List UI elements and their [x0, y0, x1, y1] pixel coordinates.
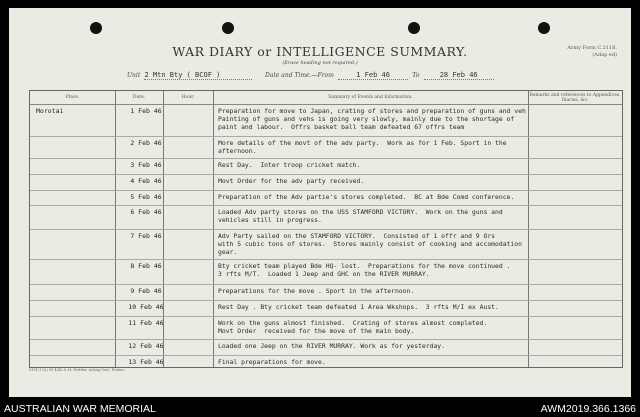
entry-date: 4 Feb 46: [130, 177, 162, 185]
entry-date: 2 Feb 46: [130, 139, 162, 147]
date-range-field: [265, 71, 494, 80]
archive-caption: AUSTRALIAN WAR MEMORIAL: [4, 403, 156, 415]
unit-label: Unit: [127, 72, 141, 79]
entry-date: 9 Feb 46: [130, 287, 162, 295]
entry-summary: Preparation for move to Japan, crating of stores and preparation of guns and veh Painting of guns and vehs is going very slowly, mainly due to the shortage of paint and labour. Offrs basket ball team defeated 67 offrs team: [218, 107, 526, 131]
entry-summary: Adv Party sailed on the STAMFORD VICTORY. Consisted of 1 offr and 9 Ors with 5 cubic tons of stores. Stores mainly consist of cooking and accomodation gear.: [218, 232, 522, 256]
unit-value: 2 Mtn Bty ( BCOF ): [144, 71, 252, 80]
entry-date: 11 Feb 46: [128, 319, 164, 327]
entry-summary: Loaded Adv party stores on the USS STAMFORD VICTORY. Work on the guns and vehicles still in progress.: [218, 208, 503, 224]
entry-date: 6 Feb 46: [130, 208, 162, 216]
entry-summary: Final preparations for move.: [218, 358, 326, 366]
entry-summary: Work on the guns almost finished. Crating of stores almost completed. Movt Order received for the move of the main body.: [218, 319, 488, 335]
page-title: WAR DIARY or INTELLIGENCE SUMMARY.: [172, 44, 468, 59]
diary-page: [9, 8, 631, 397]
column-header-place: Place.: [65, 95, 80, 100]
entry-date: 10 Feb 46: [128, 303, 164, 311]
from-value: 1 Feb 46: [338, 71, 408, 80]
entry-place: Morotai: [36, 107, 64, 115]
to-label: To: [412, 72, 420, 79]
entry-date: 7 Feb 46: [130, 232, 162, 240]
entry-summary: Bty cricket team played Bde HQ- lost. Preparations for the move continued . 3 rfts M/T. Loaded 1 Jeep and GHC on the RIVER MURRAY.: [218, 262, 511, 278]
entry-date: 8 Feb 46: [130, 262, 162, 270]
punch-hole: [538, 22, 550, 34]
form-number-text: Army Form C.2118.: [567, 45, 617, 51]
entry-summary: Loaded one Jeep on the RIVER MURRAY. Work as for yesterday.: [218, 342, 446, 350]
punch-hole: [408, 22, 420, 34]
entry-date: 3 Feb 46: [130, 161, 162, 169]
printer-imprint: 5101/1 (A) 50 4/40 A. H. Pettifer, Acting Govt. Printer.: [29, 368, 125, 372]
to-value: 28 Feb 46: [424, 71, 494, 80]
entry-summary: Preparations for the move . Sport in the afternoon.: [218, 287, 415, 295]
entry-summary: Rest Day. Inter troop cricket match.: [218, 161, 361, 169]
archive-reference: AWM2019.366.1366: [540, 403, 636, 415]
entry-summary: Preparation of the Adv partie's stores completed. BC at Bde Comd conference.: [218, 193, 515, 201]
column-header-remarks: Remarks and references to Appendices, Diaries, &c.: [529, 92, 621, 103]
entry-summary: More details of the movt of the adv party. Work as for 1 Feb. Sport in the afternoon.: [218, 139, 507, 155]
diary-table: [29, 90, 623, 368]
form-note-text: (Adap ed): [592, 52, 617, 58]
unit-field: [127, 71, 252, 80]
form-number: [567, 45, 617, 59]
entry-summary: Movt Order for the adv party received.: [218, 177, 365, 185]
punch-hole: [222, 22, 234, 34]
column-header-hour: Hour.: [181, 95, 195, 100]
column-header-summary: Summary of Events and Information.: [328, 95, 413, 100]
entry-date: 5 Feb 46: [130, 193, 162, 201]
column-header-date: Date.: [132, 95, 146, 100]
page-subtitle: (Erase heading not required.): [282, 60, 358, 66]
entry-date: 12 Feb 46: [128, 342, 164, 350]
datetime-label: Date and Time.—From: [265, 72, 334, 79]
punch-hole: [90, 22, 102, 34]
entry-date: 13 Feb 46: [128, 358, 164, 366]
entry-summary: Rest Day . Bty cricket team defeated 1 Area Wkshops. 3 rfts M/I ex Aust.: [218, 303, 499, 311]
entry-date: 1 Feb 46: [130, 107, 162, 115]
